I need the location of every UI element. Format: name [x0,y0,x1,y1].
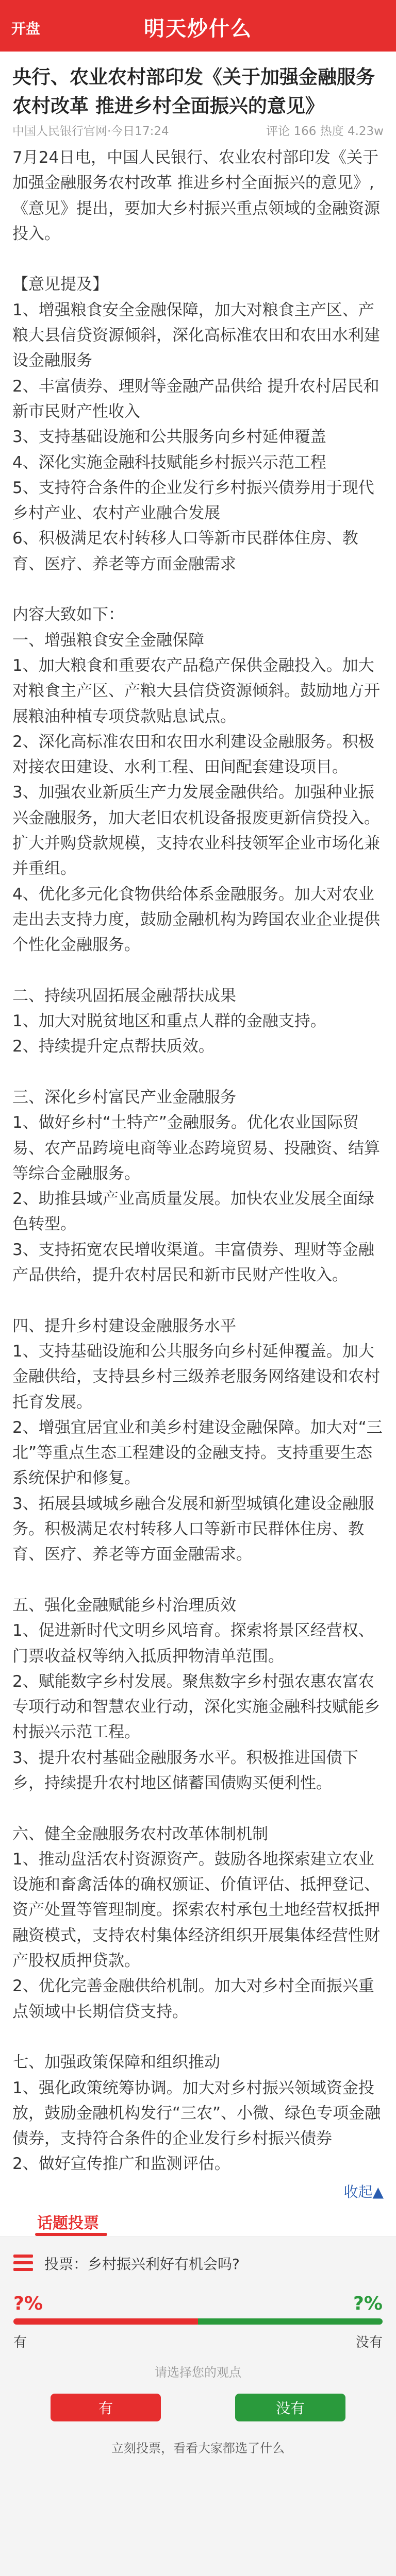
article-paragraph [12,958,384,984]
article-paragraph: 3、拓展县域城乡融合发展和新型城镇化建设金融服务。积极满足农村转移人口等新市民群体住房、教育、医疗、养老等方面金融需求。 [12,1494,374,1564]
bottom-space [0,2473,396,2576]
poll-question-row [13,2247,383,2280]
article-paragraph: 3、支持拓宽农民增收渠道。丰富债券、理财等金融产品供给，提升农村居民和新市民财产性收入。 [12,1240,374,1285]
article-paragraph: 2、增强宜居宜业和美乡村建设金融保障。加大对“三北”等重点生态工程建设的金融支持。支持重要生态系统保护和修复。 [12,1418,383,1488]
article-paragraph [12,1796,384,1821]
article-paragraph: 2、赋能数字乡村发展。聚焦数字乡村强农惠农富农专项行动和智慧农业行动，深化实施金融科技赋能乡村振兴示范工程。 [12,1672,380,1742]
article-paragraph: 七、加强政策保障和组织推动 [12,2053,220,2072]
article-paragraph: 3、加强农业新质生产力发展金融供给。加强种业振兴金融服务，加大老旧农机设备报废更新信贷投入。扩大并购贷款规模，支持农业科技领军企业市场化兼并重组。 [12,783,380,878]
article-paragraph: 四、提升乡村建设金融服务水平 [12,1316,236,1335]
article-paragraph: 7月24日电，中国人民银行、农业农村部印发《关于加强金融服务农村改革 推进乡村全面振兴的意见》,《意见》提出，要加大乡村振兴重点领域的金融资源投入。 [12,148,380,243]
collapse-button[interactable]: 收起▲ [343,2183,384,2200]
vote-yes-button[interactable]: 有 [51,2394,161,2421]
article [0,52,396,2177]
topic-tab [0,2206,396,2236]
article-paragraph: 二、持续巩固拓展金融帮扶成果 [12,986,236,1005]
article-source: 中国人民银行官网·今日17:24 [12,125,169,138]
no-label: 没有 [355,2334,383,2350]
article-paragraph: 2、持续提升定点帮扶质效。 [12,1037,214,1056]
no-bar [198,2318,383,2325]
article-paragraph: 2、助推县域产业高质量发展。加快农业发展全面绿色转型。 [12,1190,374,1234]
article-paragraph [12,1568,384,1593]
list-icon [13,2255,34,2272]
article-paragraph: 1、推动盘活农村资源资产。鼓励各地探索建立农业设施和畜禽活体的确权颁证、价值评估、抵押登记、资产处置等管理制度。探索农村承包土地经营权抵押融资模式，支持农村集体经济组织开展集体经营性财产股权质押贷款。 [12,1850,380,1971]
article-paragraph [12,1288,384,1313]
yes-bar [13,2318,198,2325]
poll-labels [13,2332,383,2351]
article-paragraph: 一、增强粮食安全金融保障 [12,631,204,650]
poll-buttons [13,2394,383,2421]
article-paragraph [12,247,384,272]
article-paragraph: 1、做好乡村“土特产”金融服务。优化农业国际贸易、农产品跨境电商等业态跨境贸易、投融资、结算等综合金融服务。 [12,1113,380,1183]
article-paragraph: 内容大致如下： [12,605,124,624]
article-paragraph: 三、深化乡村富民产业金融服务 [12,1088,236,1107]
article-paragraph: 2、丰富债券、理财等金融产品供给 提升农村居民和新市民财产性收入 [12,377,380,421]
article-paragraph: 五、强化金融赋能乡村治理质效 [12,1596,236,1615]
article-paragraph: 6、积极满足农村转移人口等新市民群体住房、教育、医疗、养老等方面金融需求 [12,529,358,573]
article-paragraph: 1、加大粮食和重要农产品稳产保供金融投入。加大对粮食主产区、产粮大县信贷资源倾斜。鼓励地方开展粮油种植专项贷款贴息试点。 [12,656,380,726]
article-paragraph: 2、优化完善金融供给机制。加大对乡村全面振兴重点领域中长期信贷支持。 [12,1977,374,2021]
poll-hint: 请选择您的观点 [155,2365,241,2380]
vote-no-button[interactable]: 没有 [235,2394,345,2421]
app-title: 明天炒什么 [144,17,252,41]
poll-percentages [13,2293,383,2314]
article-body [12,145,384,2177]
article-paragraph [12,2025,384,2050]
poll-question: 投票：乡村振兴利好有机会吗? [44,2255,240,2273]
tab-underline [35,2233,107,2236]
article-paragraph: 1、强化政策统筹协调。加大对乡村振兴领域资金投放，鼓励金融机构发行“三农”、小微、绿色专项金融债券，支持符合条件的企业发行乡村振兴债券 [12,2078,381,2148]
app-header [0,0,396,52]
poll-footer[interactable]: 立刻投票，看看大家都选了什么 [111,2441,285,2455]
article-paragraph: 3、提升农村基础金融服务水平。积极推进国债下乡，持续提升农村地区储蓄国债购买便利性。 [12,1748,358,1792]
article-paragraph: 4、优化多元化食物供给体系金融服务。加大对农业走出去支持力度，鼓励金融机构为跨国农业企业提供个性化金融服务。 [12,885,380,955]
yes-label: 有 [13,2334,27,2350]
article-paragraph: 1、加大对脱贫地区和重点人群的金融支持。 [12,1012,326,1031]
poll-result-bar [13,2318,383,2325]
article-paragraph: 1、促进新时代文明乡风培育。探索将景区经营权、门票收益权等纳入抵质押物清单范围。 [12,1621,374,1666]
article-paragraph: 5、支持符合条件的企业发行乡村振兴债券用于现代乡村产业、农村产业融合发展 [12,478,374,523]
article-paragraph [12,1060,384,1085]
article-paragraph: 4、深化实施金融科技赋能乡村振兴示范工程 [12,453,326,472]
article-paragraph: 2、做好宣传推广和监测评估。 [12,2155,230,2174]
yes-percentage: ?% [13,2293,43,2314]
article-paragraph: 【意见提及】 [12,275,108,294]
article-paragraph: 1、增强粮食安全金融保障，加大对粮食主产区、产粮大县信贷资源倾斜，深化高标准农田和农田水利建设金融服务 [12,300,380,370]
no-percentage: ?% [353,2293,383,2314]
article-paragraph: 六、健全金融服务农村改革体制机制 [12,1824,268,1843]
article-paragraph: 3、支持基础设施和公共服务向乡村延伸覆盖 [12,428,326,447]
tab-topic-vote[interactable]: 话题投票 [37,2214,99,2232]
open-tag[interactable]: 开盘 [11,20,41,37]
article-paragraph: 2、深化高标准农田和农田水利建设金融服务。积极对接农田建设、水利工程、田间配套建设项目。 [12,732,374,777]
poll-card [0,2236,396,2473]
article-stats: 评论 166 热度 4.23w [266,125,384,138]
article-meta [12,123,384,140]
article-paragraph [12,577,384,602]
article-title: 央行、农业农村部印发《关于加强金融服务农村改革 推进乡村全面振兴的意见》 [12,66,375,117]
article-paragraph: 1、支持基础设施和公共服务向乡村延伸覆盖。加大金融供给，支持县乡村三级养老服务网络建设和农村托育发展。 [12,1342,380,1412]
